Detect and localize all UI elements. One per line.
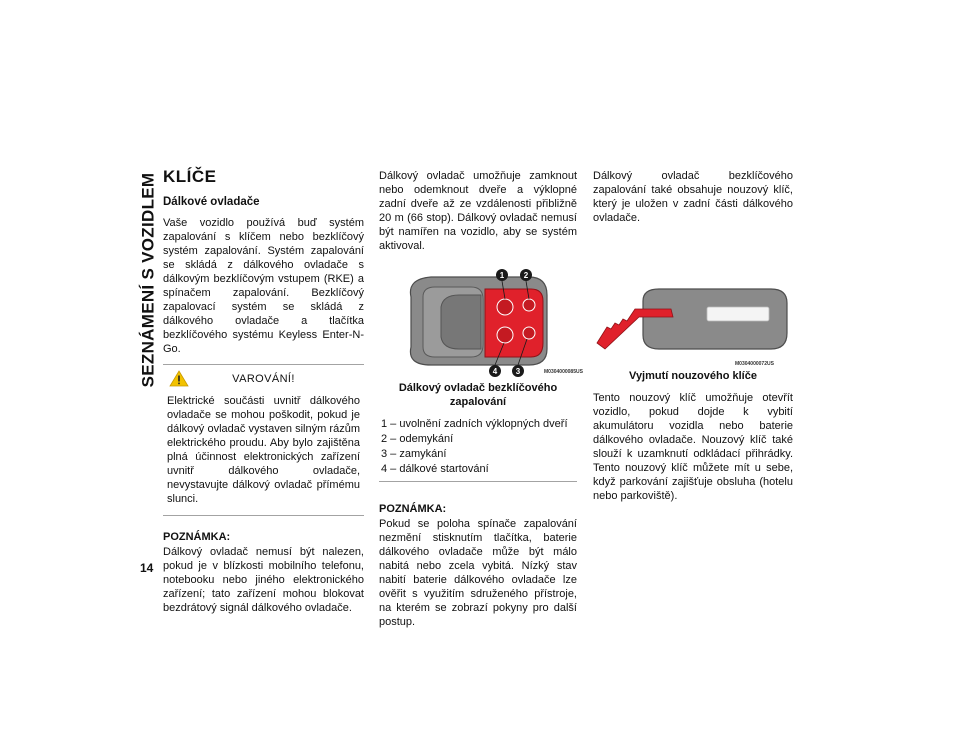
- intro-paragraph: Vaše vozidlo používá buď systém zapalování s klíčem nebo bezklíčový systém zapalování. Systém zapalování se skládá z dálkového ovladače s dálkovým bezklíčovým vstupem (RKE) a spínačem zapalování. Bezklíčový zapalovací systém se skládá z dálkového ovladače a tlačítka bezklíčového systému Keyless Enter-N-Go.: [163, 217, 364, 355]
- note-text: Dálkový ovladač nemusí být nalezen, pokud je v blízkosti mobilního telefonu, notebooku nebo jiného elektronického zařízení; tato zařízení mohou blokovat bezdrátový signál dálkového ovladače.: [163, 546, 364, 614]
- callout-1: 1: [499, 271, 505, 280]
- legend-item: 1 – uvolnění zadních výklopných dveří: [381, 418, 568, 430]
- callout-legend: [379, 417, 577, 482]
- note-text: Pokud se poloha spínače zapalování nezmění stisknutím tlačítka, baterie dálkového ovladače může být málo nabitá nebo zcela vybitá. Nízký stav nabití baterie dálkového ovladače lze ověřit s využitím sdruženého přístroje, na kterém se zobrazí pokyny pro další postup.: [379, 518, 577, 628]
- figure-code: M0304000085US: [544, 369, 583, 375]
- legend-item: 3 – zamykání: [381, 448, 447, 460]
- callout-4: 4: [492, 367, 498, 376]
- callout-2: 2: [523, 271, 529, 280]
- figure-code: M0304000072US: [735, 361, 774, 367]
- warning-title: VAROVÁNÍ!: [232, 373, 295, 385]
- legend-item: 2 – odemykání: [381, 433, 454, 445]
- body-paragraph: Tento nouzový klíč umožňuje otevřít vozidlo, pokud dojde k vybití akumulátoru vozidla nebo baterie dálkového ovladače. Nouzový klíč také slouží k uzamknutí odkládací přihrádky. Tento nouzový klíč můžete mít u sebe, když parkování zajišťuje obsluha (hotelu nebo parkoviště).: [593, 392, 793, 502]
- warning-header: [163, 369, 364, 389]
- page-heading: KLÍČE: [163, 167, 217, 186]
- legend-item: 4 – dálkové startování: [381, 463, 489, 475]
- subheading: Dálkové ovladače: [163, 196, 260, 208]
- note-title: POZNÁMKA:: [379, 503, 447, 515]
- emergency-key-figure: [593, 265, 793, 365]
- intro-paragraph: Dálkový ovladač umožňuje zamknout nebo odemknout dveře a výklopné zadní dveře až ze vzdálenosti přibližně 20 m (66 stop). Dálkový ovladač nemusí být namířen na vozidlo, aby se systém aktivoval.: [379, 170, 577, 252]
- note-title: POZNÁMKA:: [163, 531, 231, 543]
- warning-box: [163, 364, 364, 516]
- warning-text: Elektrické součásti uvnitř dálkového ovladače se mohou poškodit, pokud je dálkový ovladač vystaven silným rázům elektrického proudu. Aby bylo zajištěna plná účinnost elektronických zařízení uvnitř dálkového ovladače, nevystavujte dálkový ovladač přímému slunci.: [167, 395, 360, 505]
- callout-3: 3: [515, 367, 521, 376]
- column-3: [593, 169, 793, 503]
- column-1: [163, 167, 364, 615]
- page-number: 14: [140, 561, 154, 575]
- figure-caption: Dálkový ovladač bezklíčového zapalování: [398, 382, 558, 408]
- section-side-title: SEZNÁMENÍ S VOZIDLEM: [138, 172, 158, 388]
- figure-caption: Vyjmutí nouzového klíče: [629, 370, 757, 382]
- key-fob-figure: [401, 267, 583, 377]
- column-2: [379, 169, 583, 629]
- warning-triangle-icon: [169, 370, 189, 391]
- intro-paragraph: Dálkový ovladač bezklíčového zapalování také obsahuje nouzový klíč, který je uložen v zadní části dálkového ovladače.: [593, 170, 793, 224]
